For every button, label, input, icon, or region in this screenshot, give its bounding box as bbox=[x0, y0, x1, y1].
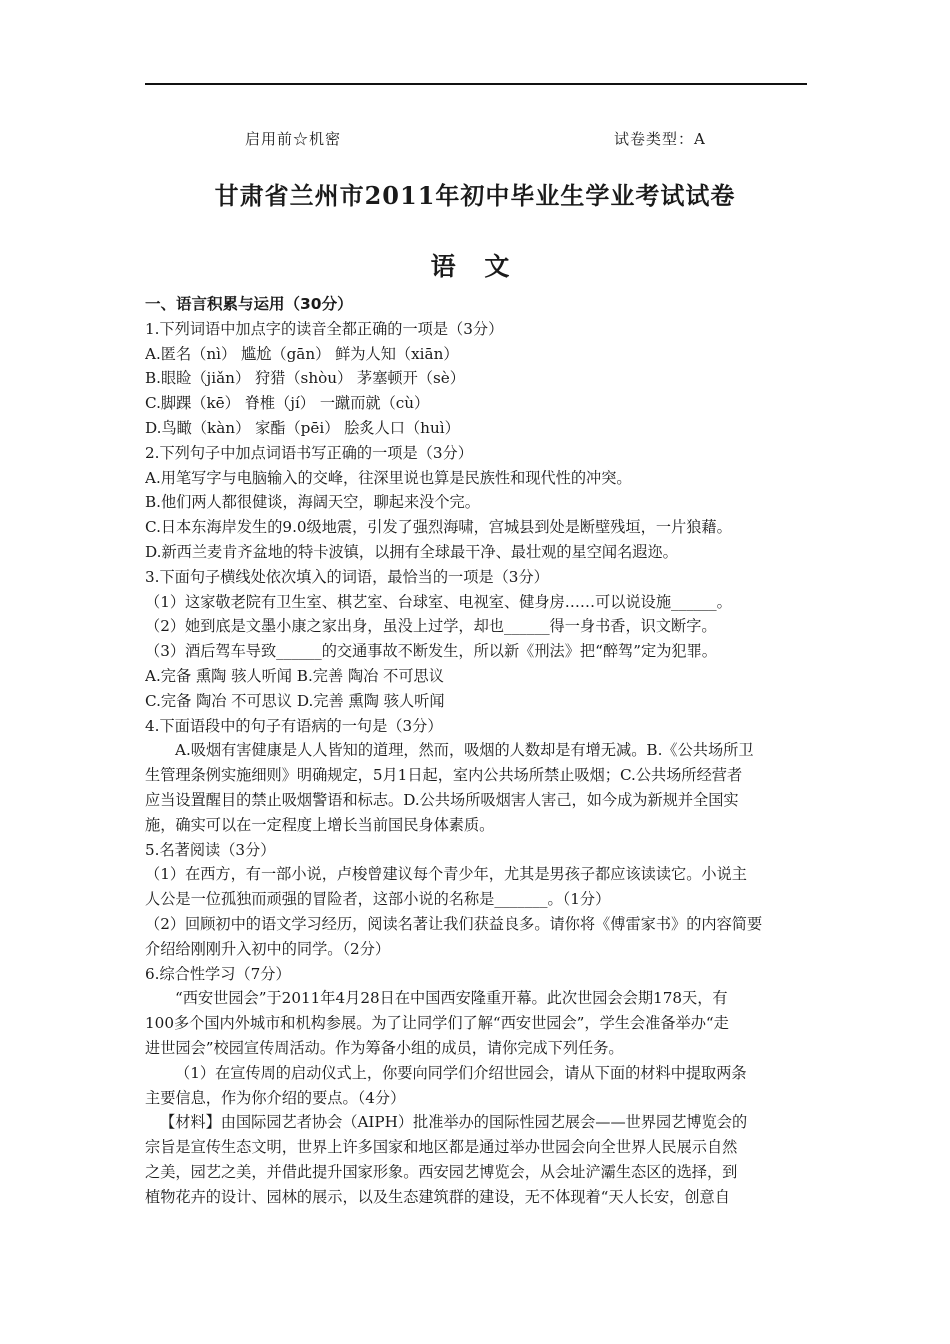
text-line: A.吸烟有害健康是人人皆知的道理，然而，吸烟的人数却是有增无减。B.《公共场所卫 bbox=[175, 741, 754, 760]
text-line: （1）在西方，有一部小说，卢梭曾建议每个青少年，尤其是男孩子都应该读读它。小说主 bbox=[145, 865, 747, 884]
section-heading: 一、语言积累与运用（30分） bbox=[145, 295, 353, 313]
text-line: 应当设置醒目的禁止吸烟警语和标志。D.公共场所吸烟害人害己，如今成为新规并全国实 bbox=[145, 790, 739, 809]
text-line: “西安世园会”于2011年4月28日在中国西安隆重开幕。此次世园会会期178天，有 bbox=[175, 989, 728, 1008]
text-line: 2.下列句子中加点词语书写正确的一项是（3分） bbox=[145, 443, 473, 462]
text-line: 介绍给刚刚升入初中的同学。（2分） bbox=[145, 939, 391, 958]
confidential-label: 启用前☆机密 bbox=[245, 130, 342, 148]
text-line: 6.综合性学习（7分） bbox=[145, 964, 291, 983]
text-line: B.眼睑（jiǎn） 狩猎（shòu） 茅塞顿开（sè） bbox=[145, 369, 465, 388]
text-line: C.脚踝（kē） 脊椎（jí） 一蹴而就（cù） bbox=[145, 394, 430, 413]
subject-title: 语 文 bbox=[430, 252, 520, 281]
top-rule bbox=[145, 83, 807, 85]
paper-type-label: 试卷类型：A bbox=[614, 130, 706, 148]
text-line: C.完备 陶冶 不可思议 D.完善 熏陶 骇人听闻 bbox=[145, 691, 445, 710]
text-line: 人公是一位孤独而顽强的冒险者，这部小说的名称是_______。（1分） bbox=[145, 890, 611, 909]
text-line: 4.下面语段中的句子有语病的一句是（3分） bbox=[145, 716, 443, 735]
text-line: 生管理条例实施细则》明确规定，5月1日起，室内公共场所禁止吸烟；C.公共场所经营者 bbox=[145, 766, 743, 785]
text-line: （2）她到底是文墨小康之家出身，虽没上过学，却也______得一身书香，识文断字。 bbox=[145, 617, 717, 636]
text-line: 100多个国内外城市和机构参展。为了让同学们了解“西安世园会”，学生会准备举办“走 bbox=[145, 1014, 729, 1033]
text-line: C.日本东海岸发生的9.0级地震，引发了强烈海啸，宫城县到处是断壁残垣，一片狼藉。 bbox=[145, 518, 732, 537]
text-line: A.完备 熏陶 骇人听闻 B.完善 陶冶 不可思议 bbox=[145, 666, 444, 685]
text-line: B.他们两人都很健谈，海阔天空，聊起来没个完。 bbox=[145, 493, 480, 512]
text-line: A.用笔写字与电脑输入的交峰，往深里说也算是民族性和现代性的冲突。 bbox=[145, 468, 632, 487]
text-line: 5.名著阅读（3分） bbox=[145, 840, 276, 859]
text-line: D.鸟瞰（kàn） 家酯（pēi） 脍炙人口（huì） bbox=[145, 418, 460, 437]
text-line: （3）酒后驾车导致______的交通事故不断发生，所以新《刑法》把“醉驾”定为犯罪。 bbox=[145, 642, 717, 661]
text-line: 1.下列词语中加点字的读音全都正确的一项是（3分） bbox=[145, 319, 504, 338]
text-line: 主要信息，作为你介绍的要点。（4分） bbox=[145, 1088, 406, 1107]
text-line: A.匿名（nì） 尴尬（gān） 鲜为人知（xiān） bbox=[145, 344, 459, 363]
exam-title: 甘肃省兰州市2011年初中毕业生学业考试试卷 bbox=[214, 181, 736, 210]
exam-body bbox=[145, 292, 810, 1209]
text-line: 3.下面句子横线处依次填入的词语，最恰当的一项是（3分） bbox=[145, 567, 549, 586]
text-line: 之美，园艺之美，并借此提升国家形象。西安园艺博览会，从会址浐灞生态区的选择，到 bbox=[145, 1162, 738, 1181]
text-line: 宗旨是宣传生态文明，世界上许多国家和地区都是通过举办世园会向全世界人民展示自然 bbox=[145, 1138, 738, 1157]
text-line: 施，确实可以在一定程度上增长当前国民身体素质。 bbox=[145, 815, 495, 834]
text-line: （1）在宣传周的启动仪式上，你要向同学们介绍世园会，请从下面的材料中提取两条 bbox=[175, 1063, 747, 1082]
text-line: D.新西兰麦肯齐盆地的特卡波镇，以拥有全球最干净、最壮观的星空闻名遐迩。 bbox=[145, 542, 678, 561]
text-line: 进世园会”校园宣传周活动。作为筹备小组的成员，请你完成下列任务。 bbox=[145, 1038, 624, 1057]
text-line: （1）这家敬老院有卫生室、棋艺室、台球室、电视室、健身房……可以说设施______。 bbox=[145, 592, 732, 611]
text-line: 【材料】由国际园艺者协会（AIPH）批准举办的国际性园艺展会——世界园艺博览会的 bbox=[160, 1113, 748, 1132]
text-line: 植物花卉的设计、园林的展示，以及生态建筑群的建设，无不体现着“天人长安，创意自 bbox=[145, 1187, 730, 1206]
text-line: （2）回顾初中的语文学习经历，阅读名著让我们获益良多。请你将《傅雷家书》的内容简要 bbox=[145, 914, 763, 933]
